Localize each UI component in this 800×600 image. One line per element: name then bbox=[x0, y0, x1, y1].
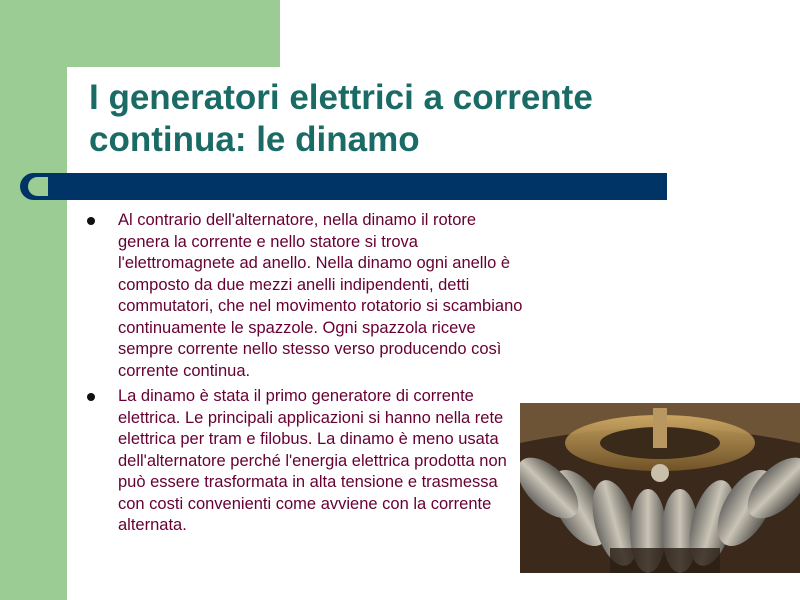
bullet-text: Al contrario dell'alternatore, nella dinamo il rotore genera la corrente e nello statore si trova l'elettromagnete ad anello. Nella dinamo ogni anello è composto da due mezzi anelli indipendenti, detti commutatori, che nel movimento rotatorio si scambiano continuamente le spazzole. Ogni spazzola riceve sempre corrente nello stesso verso producendo così corrente continua. bbox=[118, 211, 523, 380]
bullet-text: La dinamo è stata il primo generatore di corrente elettrica. Le principali applicazioni si hanno nella rete elettrica per tram e filobus. La dinamo è meno usata dell'alternatore perché l'energia elettrica prodotta non può essere trasformata in alta tensione e trasmessa con costi convenienti come avviene con la corrente alternata. bbox=[118, 387, 507, 534]
top-accent-bar bbox=[0, 0, 280, 67]
list-item bbox=[87, 210, 527, 382]
divider-accent-cap bbox=[28, 177, 48, 196]
list-item bbox=[87, 386, 527, 537]
bullet-dot-icon bbox=[87, 393, 95, 401]
bullet-dot-icon bbox=[87, 217, 95, 225]
slide-title-line-1: I generatori elettrici a corrente bbox=[89, 78, 593, 117]
slide-title-line-2: continua: le dinamo bbox=[89, 120, 420, 159]
slide-title bbox=[89, 77, 679, 161]
dynamo-photo bbox=[520, 403, 800, 573]
title-divider-bar bbox=[20, 173, 667, 200]
dynamo-illustration bbox=[520, 403, 800, 573]
bullet-list bbox=[87, 210, 527, 541]
side-accent-bar bbox=[0, 0, 67, 600]
